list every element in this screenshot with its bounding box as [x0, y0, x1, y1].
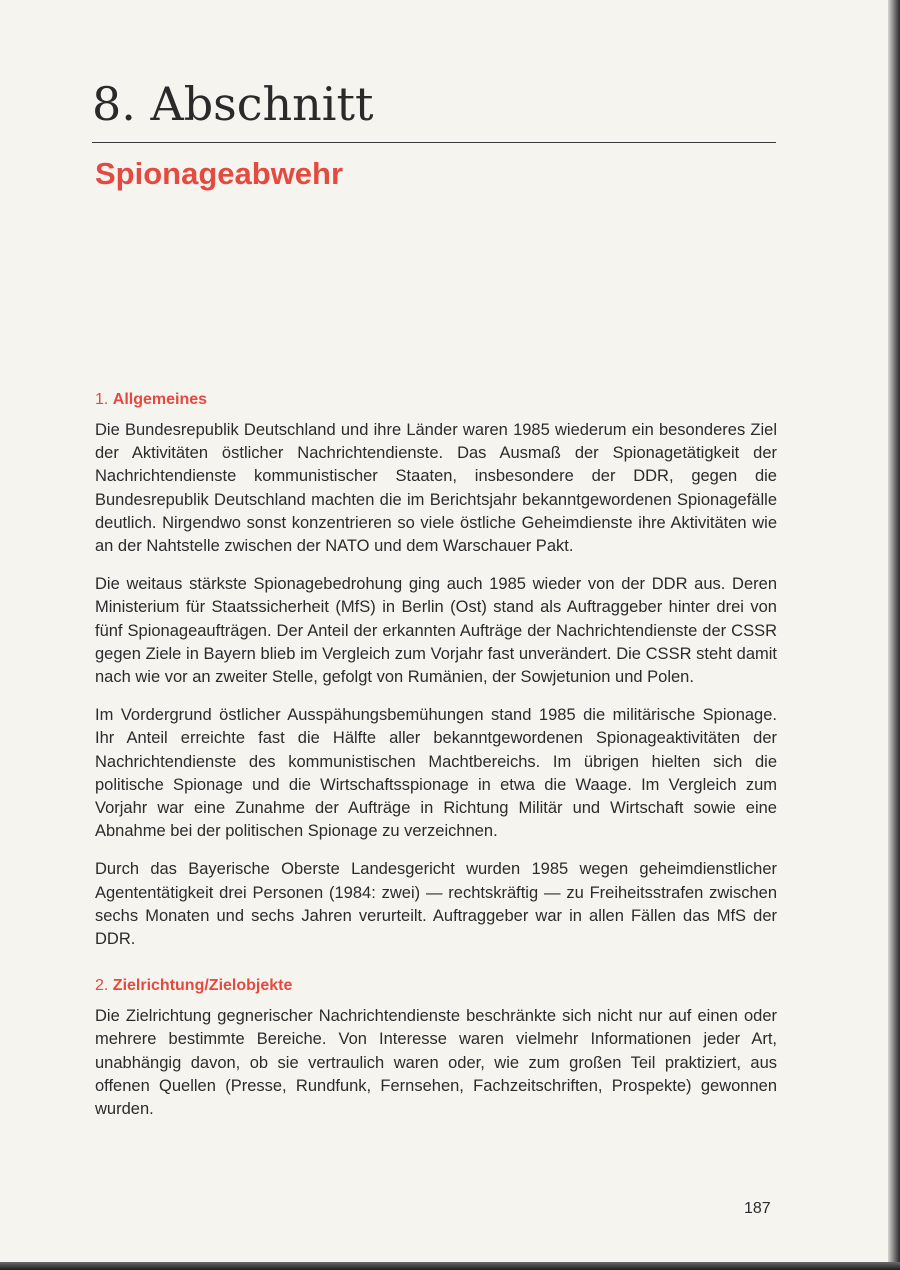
section-heading-zielrichtung	[95, 974, 777, 998]
section-number: 2.	[95, 977, 109, 995]
section-heading-allgemeines	[95, 388, 777, 412]
paragraph: Die Zielrichtung gegnerischer Nachrichtendienste beschränkte sich nicht nur auf einen oder mehrere bestimmte Bereiche. Von Interesse waren vielmehr Informationen jeder Art, unabhängig davon, ob sie vertraulich waren oder, wie zum großen Teil praktiziert, aus offenen Quellen (Presse, Rundfunk, Fernsehen, Fachzeitschriften, Prospekte) gewonnen wurden.	[95, 1007, 777, 1119]
chapter-subtitle: Spionageabwehr	[95, 156, 344, 191]
title-divider	[92, 142, 776, 143]
paragraph: Im Vordergrund östlicher Ausspähungsbemühungen stand 1985 die militärische Spionage. Ihr Anteil erreichte fast die Hälfte aller bekanntgewordenen Spionageaktivitäten der Nachrichtendienste des kommunistischen Machtbereichs. Im übrigen hielten sich die politische Spionage und die Wirtschaftsspionage in etwa die Waage. Im Vergleich zum Vorjahr war eine Zunahme der Aufträge in Richtung Militär und Wirtschaft sowie eine Abnahme bei der politischen Spionage zu verzeichnen.	[95, 706, 777, 841]
paragraph: Die Bundesrepublik Deutschland und ihre Länder waren 1985 wiederum ein besonderes Ziel der Aktivitäten östlicher Nachrichtendienste. Das Ausmaß der Spionagetätigkeit der Nachrichtendienste kommunistischer Staaten, insbesondere der DDR, gegen die Bundesrepublik Deutschland machten die im Berichtsjahr bekanntgewordenen Spionagefälle deutlich. Nirgendwo sonst konzentrieren so viele östliche Geheimdienste ihre Aktivitäten wie an der Nahtstelle zwischen der NATO und dem Warschauer Pakt.	[95, 421, 777, 556]
page-body	[95, 388, 777, 1136]
paragraph: Die weitaus stärkste Spionagebedrohung ging auch 1985 wieder von der DDR aus. Deren Ministerium für Staatssicherheit (MfS) in Berlin (Ost) stand als Auftraggeber hinter drei von fünf Spionageaufträgen. Der Anteil der erkannten Aufträge der Nachrichtendienste der CSSR gegen Ziele in Bayern blieb im Vergleich zum Vorjahr fast unverändert. Die CSSR steht damit nach wie vor an zweiter Stelle, gefolgt von Rumänien, der Sowjetunion und Polen.	[95, 575, 777, 687]
page-edge-shadow	[888, 0, 900, 1270]
page-bottom-shadow	[0, 1262, 900, 1270]
section-number: 1.	[95, 391, 109, 408]
paragraph: Durch das Bayerische Oberste Landesgericht wurden 1985 wegen geheimdienstlicher Agententätigkeit drei Personen (1984: zwei) — rechtskräftig — zu Freiheitsstrafen zwischen sechs Monaten und sechs Jahren verurteilt. Auftraggeber war in allen Fällen das MfS der DDR.	[95, 860, 777, 949]
chapter-title: 8. Abschnitt	[92, 77, 374, 131]
page-number: 187	[744, 1200, 771, 1217]
section-title: Zielrichtung/Zielobjekte	[112, 977, 293, 995]
section-title: Allgemeines	[112, 391, 208, 408]
